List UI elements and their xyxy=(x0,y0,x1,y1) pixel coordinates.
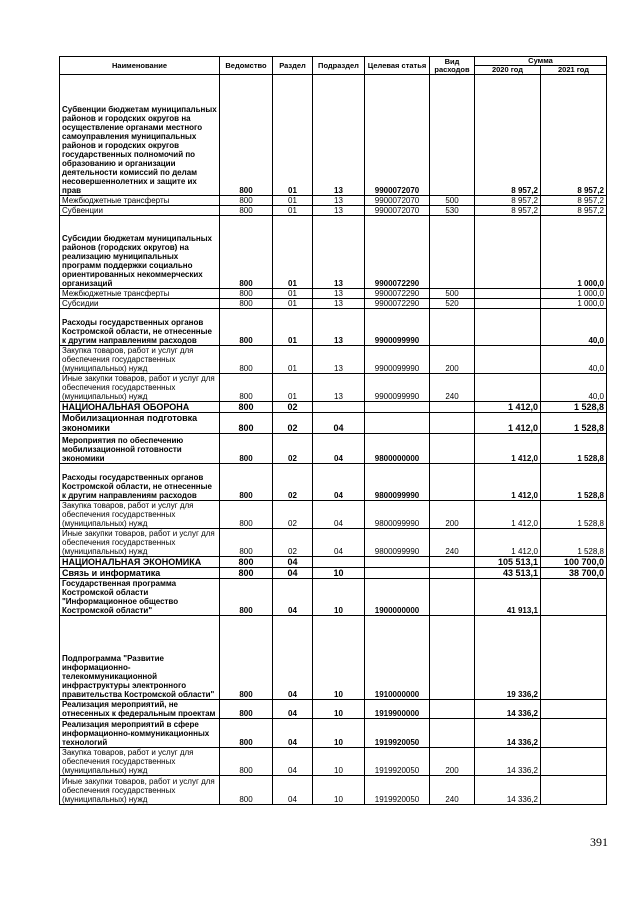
table-row xyxy=(60,346,607,374)
row-2021: 1 528,8 xyxy=(541,501,607,529)
row-2021: 1 000,0 xyxy=(541,299,607,309)
row-target: 9900072070 xyxy=(365,196,430,206)
row-dept: 800 xyxy=(220,776,273,805)
row-subsection: 04 xyxy=(313,413,365,434)
row-section: 01 xyxy=(273,374,313,402)
row-exp-type xyxy=(430,402,475,413)
table-row xyxy=(60,719,607,748)
row-2021: 40,0 xyxy=(541,346,607,374)
row-section: 01 xyxy=(273,346,313,374)
row-dept: 800 xyxy=(220,529,273,557)
row-target: 9900072290 xyxy=(365,216,430,289)
row-name: Закупка товаров, работ и услуг для обеспечения государственных (муниципальных) нужд xyxy=(60,501,220,529)
row-target xyxy=(365,413,430,434)
row-dept: 800 xyxy=(220,568,273,579)
row-2021: 8 957,2 xyxy=(541,196,607,206)
table-row xyxy=(60,464,607,501)
row-dept: 800 xyxy=(220,501,273,529)
row-dept: 800 xyxy=(220,579,273,616)
row-2020: 1 412,0 xyxy=(475,464,541,501)
row-2021 xyxy=(541,700,607,719)
row-exp-type xyxy=(430,75,475,196)
row-subsection: 10 xyxy=(313,748,365,776)
row-2020 xyxy=(475,309,541,346)
row-dept: 800 xyxy=(220,75,273,196)
row-subsection xyxy=(313,402,365,413)
header-dept: Ведомство xyxy=(220,57,273,75)
row-exp-type: 240 xyxy=(430,374,475,402)
row-section: 02 xyxy=(273,501,313,529)
row-2020: 14 336,2 xyxy=(475,776,541,805)
table-row xyxy=(60,557,607,568)
table-row xyxy=(60,700,607,719)
row-name: Подпрограмма "Развитие информационно-телекоммуникационной инфраструктуры электронного правительства Костромской области" xyxy=(60,616,220,700)
row-2021: 1 528,8 xyxy=(541,464,607,501)
row-subsection xyxy=(313,557,365,568)
row-2020: 43 513,1 xyxy=(475,568,541,579)
row-2020: 8 957,2 xyxy=(475,206,541,216)
row-section: 04 xyxy=(273,719,313,748)
row-2021: 38 700,0 xyxy=(541,568,607,579)
row-2021 xyxy=(541,616,607,700)
row-2020: 19 336,2 xyxy=(475,616,541,700)
row-section: 04 xyxy=(273,568,313,579)
row-target: 9900099990 xyxy=(365,346,430,374)
table-row xyxy=(60,402,607,413)
row-exp-type xyxy=(430,579,475,616)
row-target xyxy=(365,402,430,413)
row-target: 9900099990 xyxy=(365,374,430,402)
row-subsection: 13 xyxy=(313,216,365,289)
row-section: 02 xyxy=(273,464,313,501)
row-exp-type xyxy=(430,700,475,719)
row-subsection: 10 xyxy=(313,719,365,748)
table-row xyxy=(60,309,607,346)
row-name: Межбюджетные трансферты xyxy=(60,196,220,206)
row-dept: 800 xyxy=(220,434,273,464)
row-name: Иные закупки товаров, работ и услуг для обеспечения государственных (муниципальных) нужд xyxy=(60,374,220,402)
row-exp-type: 500 xyxy=(430,196,475,206)
header-exp-type: Вид расходов xyxy=(430,57,475,75)
row-section: 01 xyxy=(273,299,313,309)
row-name: Закупка товаров, работ и услуг для обеспечения государственных (муниципальных) нужд xyxy=(60,346,220,374)
row-target: 1919900000 xyxy=(365,700,430,719)
row-2021: 1 000,0 xyxy=(541,216,607,289)
row-name: Реализация мероприятий в сфере информационно-коммуникационных технологий xyxy=(60,719,220,748)
row-name: Государственная программа Костромской области "Информационное общество Костромской области" xyxy=(60,579,220,616)
row-dept: 800 xyxy=(220,700,273,719)
row-2020: 1 412,0 xyxy=(475,402,541,413)
table-row xyxy=(60,568,607,579)
row-2021: 8 957,2 xyxy=(541,75,607,196)
row-name: Реализация мероприятий, не отнесенных к федеральным проектам xyxy=(60,700,220,719)
row-subsection: 04 xyxy=(313,529,365,557)
row-2020: 1 412,0 xyxy=(475,529,541,557)
row-subsection: 10 xyxy=(313,579,365,616)
row-exp-type xyxy=(430,413,475,434)
row-2020: 8 957,2 xyxy=(475,75,541,196)
row-2020: 105 513,1 xyxy=(475,557,541,568)
row-dept: 800 xyxy=(220,309,273,346)
row-section: 01 xyxy=(273,216,313,289)
row-2021: 40,0 xyxy=(541,374,607,402)
row-exp-type: 520 xyxy=(430,299,475,309)
table-row xyxy=(60,216,607,289)
row-name: Субсидии xyxy=(60,299,220,309)
row-section: 04 xyxy=(273,579,313,616)
row-exp-type xyxy=(430,616,475,700)
row-exp-type: 530 xyxy=(430,206,475,216)
row-subsection: 04 xyxy=(313,464,365,501)
row-subsection: 13 xyxy=(313,75,365,196)
row-2020: 1 412,0 xyxy=(475,413,541,434)
row-2020: 14 336,2 xyxy=(475,719,541,748)
row-exp-type: 500 xyxy=(430,289,475,299)
row-name: Расходы государственных органов Костромской области, не отнесенные к другим направлениям расходов xyxy=(60,309,220,346)
row-subsection: 13 xyxy=(313,374,365,402)
row-name: Субвенции xyxy=(60,206,220,216)
row-exp-type: 240 xyxy=(430,776,475,805)
row-name: Субсидии бюджетам муниципальных районов (городских округов) на реализацию муниципальных программ поддержки социально ориентированных некоммерческих организаций xyxy=(60,216,220,289)
row-section: 02 xyxy=(273,413,313,434)
budget-table xyxy=(59,56,607,805)
row-2021: 40,0 xyxy=(541,309,607,346)
row-name: Закупка товаров, работ и услуг для обеспечения государственных (муниципальных) нужд xyxy=(60,748,220,776)
row-target: 9900099990 xyxy=(365,309,430,346)
row-subsection: 10 xyxy=(313,616,365,700)
table-row xyxy=(60,299,607,309)
row-section: 01 xyxy=(273,196,313,206)
row-name: Иные закупки товаров, работ и услуг для обеспечения государственных (муниципальных) нужд xyxy=(60,529,220,557)
row-2021 xyxy=(541,579,607,616)
row-exp-type: 240 xyxy=(430,529,475,557)
row-2020 xyxy=(475,289,541,299)
row-subsection: 13 xyxy=(313,196,365,206)
row-2020: 41 913,1 xyxy=(475,579,541,616)
row-subsection: 10 xyxy=(313,568,365,579)
row-2021: 1 528,8 xyxy=(541,402,607,413)
row-dept: 800 xyxy=(220,413,273,434)
row-target: 9800099990 xyxy=(365,529,430,557)
table-row xyxy=(60,374,607,402)
table-row xyxy=(60,529,607,557)
row-section: 04 xyxy=(273,557,313,568)
table-row xyxy=(60,616,607,700)
row-exp-type: 200 xyxy=(430,501,475,529)
row-subsection: 13 xyxy=(313,346,365,374)
row-subsection: 04 xyxy=(313,434,365,464)
row-section: 02 xyxy=(273,402,313,413)
row-2021: 1 000,0 xyxy=(541,289,607,299)
row-target: 9900072070 xyxy=(365,206,430,216)
row-dept: 800 xyxy=(220,289,273,299)
row-dept: 800 xyxy=(220,402,273,413)
row-2021 xyxy=(541,776,607,805)
row-dept: 800 xyxy=(220,346,273,374)
header-2020: 2020 год xyxy=(475,66,541,75)
row-exp-type xyxy=(430,216,475,289)
table-row xyxy=(60,579,607,616)
table-row xyxy=(60,413,607,434)
row-subsection: 13 xyxy=(313,299,365,309)
row-name: Субвенции бюджетам муниципальных районов и городских округов на осуществление органами местного самоуправления муниципальных районов и городских округов государственных полномочий по образованию и организации деятельности комиссий по делам несовершеннолетних и защите их прав xyxy=(60,75,220,196)
row-target: 1919920050 xyxy=(365,776,430,805)
row-2020: 1 412,0 xyxy=(475,501,541,529)
row-name: Связь и информатика xyxy=(60,568,220,579)
header-name: Наименование xyxy=(60,57,220,75)
row-subsection: 13 xyxy=(313,289,365,299)
row-2021: 100 700,0 xyxy=(541,557,607,568)
header-subsection: Подраздел xyxy=(313,57,365,75)
row-exp-type: 200 xyxy=(430,346,475,374)
row-dept: 800 xyxy=(220,299,273,309)
table-row xyxy=(60,196,607,206)
row-2021: 1 528,8 xyxy=(541,413,607,434)
header-2021: 2021 год xyxy=(541,66,607,75)
row-dept: 800 xyxy=(220,206,273,216)
row-2020: 14 336,2 xyxy=(475,748,541,776)
header-section: Раздел xyxy=(273,57,313,75)
row-exp-type xyxy=(430,434,475,464)
row-subsection: 10 xyxy=(313,776,365,805)
table-row xyxy=(60,501,607,529)
row-name: Мероприятия по обеспечению мобилизационной готовности экономики xyxy=(60,434,220,464)
row-2021: 8 957,2 xyxy=(541,206,607,216)
table-row xyxy=(60,776,607,805)
row-section: 01 xyxy=(273,75,313,196)
row-exp-type: 200 xyxy=(430,748,475,776)
row-target: 9900072290 xyxy=(365,289,430,299)
row-target: 1910000000 xyxy=(365,616,430,700)
row-target: 1900000000 xyxy=(365,579,430,616)
row-name: НАЦИОНАЛЬНАЯ ЭКОНОМИКА xyxy=(60,557,220,568)
row-dept: 800 xyxy=(220,216,273,289)
row-section: 04 xyxy=(273,776,313,805)
row-2020 xyxy=(475,299,541,309)
row-section: 04 xyxy=(273,700,313,719)
row-subsection: 13 xyxy=(313,309,365,346)
row-dept: 800 xyxy=(220,719,273,748)
header-target: Целевая статья xyxy=(365,57,430,75)
table-row xyxy=(60,75,607,196)
row-section: 01 xyxy=(273,206,313,216)
row-dept: 800 xyxy=(220,196,273,206)
row-section: 01 xyxy=(273,289,313,299)
row-dept: 800 xyxy=(220,374,273,402)
row-name: Мобилизационная подготовка экономики xyxy=(60,413,220,434)
table-row xyxy=(60,434,607,464)
row-2021 xyxy=(541,719,607,748)
row-target: 9800000000 xyxy=(365,434,430,464)
row-target: 1919920050 xyxy=(365,748,430,776)
row-target: 1919920050 xyxy=(365,719,430,748)
row-2020: 1 412,0 xyxy=(475,434,541,464)
row-subsection: 04 xyxy=(313,501,365,529)
row-2020: 8 957,2 xyxy=(475,196,541,206)
row-target: 9900072070 xyxy=(365,75,430,196)
table-row xyxy=(60,206,607,216)
row-exp-type xyxy=(430,719,475,748)
row-section: 02 xyxy=(273,529,313,557)
row-2020 xyxy=(475,216,541,289)
row-dept: 800 xyxy=(220,464,273,501)
row-2020 xyxy=(475,374,541,402)
row-exp-type xyxy=(430,309,475,346)
row-target: 9900072290 xyxy=(365,299,430,309)
row-dept: 800 xyxy=(220,748,273,776)
row-exp-type xyxy=(430,557,475,568)
row-2021: 1 528,8 xyxy=(541,434,607,464)
row-name: Иные закупки товаров, работ и услуг для обеспечения государственных (муниципальных) нужд xyxy=(60,776,220,805)
row-2020 xyxy=(475,346,541,374)
row-2021 xyxy=(541,748,607,776)
page-number: 391 xyxy=(590,835,608,849)
row-section: 02 xyxy=(273,434,313,464)
row-2020: 14 336,2 xyxy=(475,700,541,719)
row-name: НАЦИОНАЛЬНАЯ ОБОРОНА xyxy=(60,402,220,413)
row-section: 04 xyxy=(273,748,313,776)
row-dept: 800 xyxy=(220,557,273,568)
row-dept: 800 xyxy=(220,616,273,700)
row-exp-type xyxy=(430,568,475,579)
row-subsection: 10 xyxy=(313,700,365,719)
row-name: Межбюджетные трансферты xyxy=(60,289,220,299)
row-target: 9800099990 xyxy=(365,464,430,501)
row-target xyxy=(365,557,430,568)
row-subsection: 13 xyxy=(313,206,365,216)
row-target xyxy=(365,568,430,579)
table-row xyxy=(60,748,607,776)
header-sum: Сумма xyxy=(475,57,607,66)
row-2021: 1 528,8 xyxy=(541,529,607,557)
row-target: 9800099990 xyxy=(365,501,430,529)
row-exp-type xyxy=(430,464,475,501)
row-name: Расходы государственных органов Костромской области, не отнесенные к другим направлениям расходов xyxy=(60,464,220,501)
row-section: 01 xyxy=(273,309,313,346)
row-section: 04 xyxy=(273,616,313,700)
table-row xyxy=(60,289,607,299)
